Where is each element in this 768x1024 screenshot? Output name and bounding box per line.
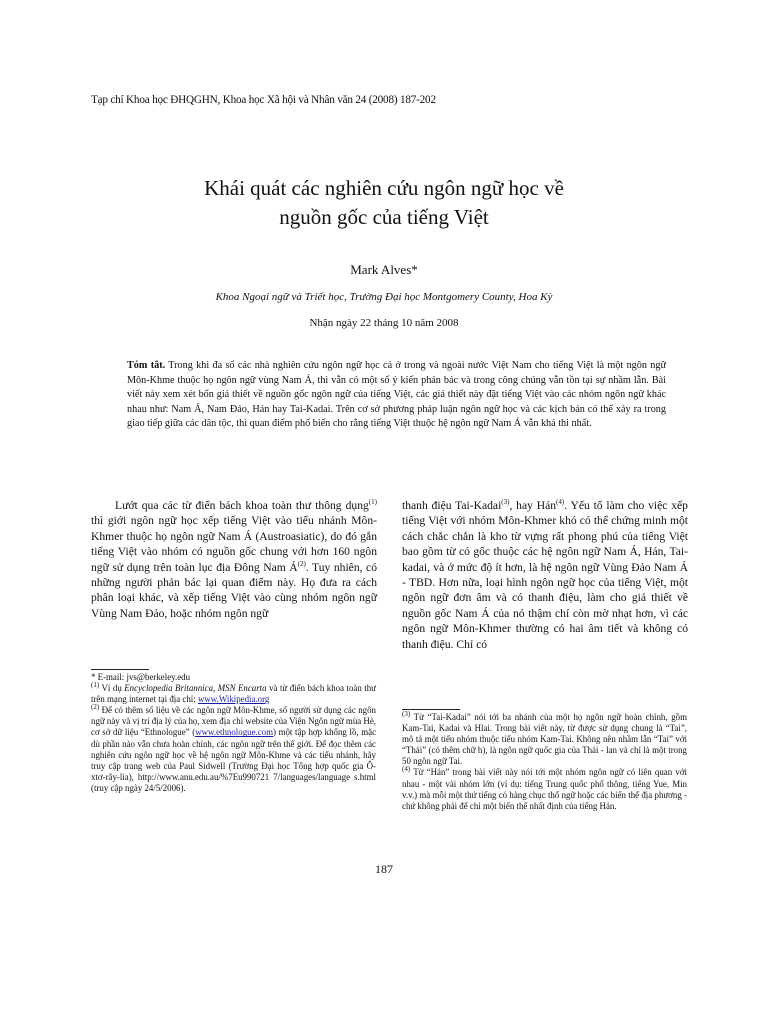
abstract-label: Tóm tắt. [127,360,166,371]
footnote-3-number: (3) [402,710,411,719]
footnote-divider-left [91,669,149,670]
footnote-2-text-a: Để có thêm số liệu về các ngôn ngữ Môn-Khme, số người sử dụng các ngôn ngữ này và vị trí địa lý của họ, xem địa chỉ website của Viện Ngôn ngữ mùa Hè, cơ sở dữ liệu “Ethnologue” ( [91,705,376,738]
author-affiliation: Khoa Ngoại ngữ và Triết học, Trường Đại học Montgomery County, Hoa Kỳ [215,291,553,303]
footnote-1-italic: Encyclopedia Britannica, MSN Encarta [124,683,267,694]
footnote-2-text-b: ) một tập hợp khổng lồ, mặc dù phần nào vẫn chưa hoàn chỉnh, các ngôn ngữ trên thế giới. Để đọc thêm các nghiên cứu ngôn ngữ học về hệ ngôn ngữ Môn-Khme và các tiểu nhánh, hãy truy cập trang web của Paul Sidwell (Trường Đại học Tổng hợp quốc gia Ô-xtơ-rây-lia), http://www.anu.edu.au/%7Eu990721 7/languages/language s.html (truy cập ngày 24/5/2006). [91,727,377,793]
body-right-part-3: . Yếu tố làm cho việc xếp tiếng Việt với nhóm Môn-Khmer khó có thể chứng minh một cách chắc chắn là kho từ vựng rất phong phú của tiếng Việt bao gồm từ có gốc thuộc các hệ ngôn ngữ Nam Á, Hán, Tai-kadai, và ở mức độ ít hơn, là hệ ngôn ngữ Vùng Đảo Nam Á - TBD. Hơn nữa, loại hình ngôn ngữ học của tiếng Việt, một ngôn ngữ đơn âm và có thanh điệu, làm cho giả thiết về nguồn gốc Nam Á của nó thậm chí còn mờ nhạt hơn, vì các ngôn ngữ Môn-Khmer thường có hai âm tiết và không có thanh điệu. Chỉ có [402,499,688,651]
footnote-4-number: (4) [402,765,411,774]
footnote-ref-3: (3) [501,498,510,507]
footnote-4-text: Từ “Hán” trong bài viết này nói tới một nhóm ngôn ngữ có liên quan với nhau - một vài nhóm lớn (ví dụ: tiếng Trung quốc phổ thông, tiếng Yue, Min v.v.) mà mỗi một thứ tiếng có hàng chục thổ ngữ hoặc các biến thể địa phương - chứ không phải để chỉ một biến thể nhất định của tiếng Hán. [402,767,687,811]
footnote-2 [91,705,376,794]
author-name: Mark Alves* [350,262,418,277]
wikipedia-link[interactable]: www.Wikipedia.org [197,694,270,705]
body-column-right [402,498,688,652]
abstract [127,359,666,432]
received-date: Nhận ngày 22 tháng 10 năm 2008 [309,317,459,329]
body-right-part-1: thanh điệu Tai-Kadai [402,499,502,512]
title-line-1: Khái quát các nghiên cứu ngôn ngữ học về [204,176,564,200]
footnote-2-number: (2) [91,703,100,712]
footnote-ref-1: (1) [368,498,377,507]
abstract-text: Trong khi đa số các nhà nghiên cứu ngôn ngữ học cả ở trong và ngoài nước Việt Nam cho tiếng Việt là một ngôn ngữ Môn-Khme thuộc họ ngôn ngữ vùng Nam Á, thì vẫn có một số ý kiến phản bác và trong công chúng vẫn tồn tại sự nhầm lẫn. Bài viết này xem xét bốn giả thiết về nguồn gốc ngôn ngữ của tiếng Việt, các giả thiết này đặt tiếng Việt vào các nhóm ngôn ngữ khác nhau như: Nam Á, Nam Đảo, Hán hay Tai-Kadai. Trên cơ sở phương pháp luận ngôn ngữ học và các kịch bản có thể xảy ra trong giao tiếp giữa các dân tộc, thì quan điểm phổ biến cho rằng tiếng Việt thuộc hệ ngôn ngữ Nam Á vẫn khả thi nhất. [127,360,666,430]
page-number: 187 [375,862,393,876]
article-title [120,174,648,232]
body-right-part-2: , hay Hán [509,499,557,512]
footnotes-right [402,712,687,812]
footnote-3-text: Từ “Tai-Kadai” nói tới ba nhánh của một họ ngôn ngữ hoàn chỉnh, gồm Kam-Tai, Kadai và Hlai. Trong bài viết này, từ được sử dụng chung là “Tai”, mô tả một tiểu nhóm thuộc tiểu nhóm Kam-Tai. Không nên nhầm lẫn “Tai” với “Thái” (có thêm chữ h), là ngôn ngữ quốc gia của Thái - lan và chỉ là một trong 50 ngôn ngữ Tai. [402,712,687,767]
ethnologue-link[interactable]: www.ethnologue.com [195,727,274,738]
title-line-2: nguồn gốc của tiếng Việt [279,205,489,229]
footnote-3 [402,712,687,767]
footnote-ref-4: (4) [556,498,565,507]
body-left-part-1: Lướt qua các từ điển bách khoa toàn thư thông dụng [115,499,369,512]
footnote-ref-2: (2) [297,559,306,568]
footnote-1-text-b: và từ điển bách khoa toàn thư trên mạng internet tại địa chỉ: [91,683,376,705]
author-email: * E-mail: jvs@berkeley.edu [91,672,191,682]
footnotes-left [91,672,376,794]
journal-header: Tạp chí Khoa học ĐHQGHN, Khoa học Xã hội và Nhân văn 24 (2008) 187-202 [91,94,436,106]
footnote-divider-right [402,709,460,710]
body-left-part-2: thì giới ngôn ngữ học xếp tiếng Việt vào tiểu nhánh Môn-Khmer thuộc họ ngôn ngữ Nam Á (Austroasiatic), do đó gắn tiếng Việt vào nhóm có nguồn gốc chung với hơn 160 ngôn ngữ sử dụng trên toàn lục địa Đông Nam Á [91,514,377,574]
footnote-1-text-a: Ví dụ [99,683,125,694]
body-column-left [91,498,377,621]
footnote-1 [91,683,376,705]
body-left-part-3: . Tuy nhiên, có những người phản bác lại quan điểm này. Họ đưa ra cách phân loại khác, và xếp tiếng Việt vào cùng nhóm ngôn ngữ Vùng Nam Đảo, hoặc nhóm ngôn ngữ [91,560,377,620]
footnote-4 [402,767,687,811]
footnote-1-number: (1) [91,681,100,690]
